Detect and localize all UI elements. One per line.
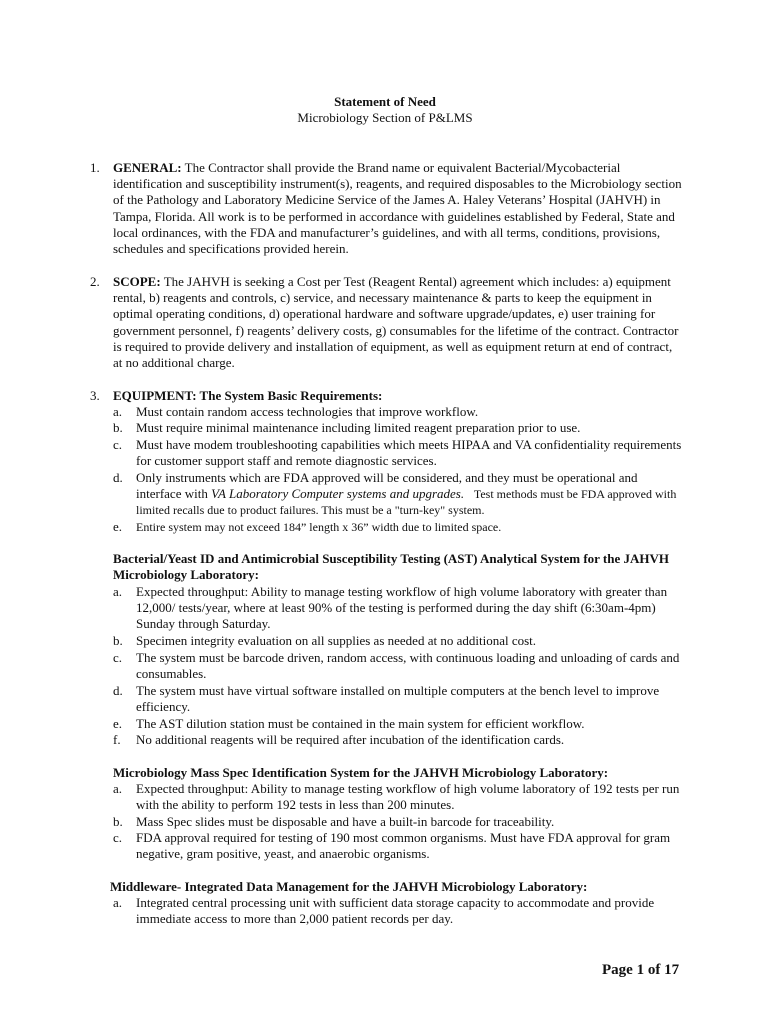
mw-item-letter: a. [113,895,123,910]
ms-item-letter: b. [113,814,123,829]
ms-item-letter: c. [113,830,123,845]
bact-item-letter: b. [113,633,123,648]
bact-item-e: The AST dilution station must be contained in the main system for efficient workflow. [136,716,585,731]
section-1-label: GENERAL: [113,160,182,175]
document-subtitle: Microbiology Section of P&LMS [297,110,473,125]
bact-item-b: Specimen integrity evaluation on all supplies as needed at no additional cost. [136,633,537,648]
section-2-label: SCOPE: [113,274,161,289]
s3-item-letter: d. [113,470,123,485]
ms-item-b: Mass Spec slides must be disposable and have a built-in barcode for traceability. [136,814,555,829]
bact-item-f: No additional reagents will be required after incubation of the identification cards. [136,732,565,747]
s3-item-d-text-2: Test methods must be FDA approved with limited recalls due to product failures. This must be a "turn-key" system. [136,487,677,518]
bact-item-c: The system must be barcode driven, random access, with continuous loading and unloading of cards and consumables. [136,650,680,682]
section-3-number: 3. [90,388,100,403]
page-number: Page 1 of 17 [602,962,680,978]
s3-item-letter: b. [113,420,123,435]
section-2-text: The JAHVH is seeking a Cost per Test (Reagent Rental) agreement which includes: a) equipment rental, b) reagents and controls, c) service, and necessary maintenance & parts to keep the equipment in optimal operating conditions, d) operational hardware and software upgrade/updates, e) user training for government personnel, f) reagents’ delivery costs, g) consumables for the lifetime of the contract. Contractor is required to provide delivery and installation of equipment, as well as equipment return at end of contract, at no additional charge. [113,274,679,371]
bact-item-letter: d. [113,683,123,698]
section-1-text: The Contractor shall provide the Brand name or equivalent Bacterial/Mycobacterial identification and susceptibility instrument(s), reagents, and required disposables to the Microbiology section of the Pathology and Laboratory Medicine Service of the James A. Haley Veterans’ Hospital (JAHVH) in Tampa, Florida. All work is to be performed in accordance with guidelines established by Federal, State and local ordinances, with the FDA and manufacturer’s guidelines, and with all terms, conditions, provisions, schedules and specifications provided herein. [113,160,682,257]
s3-item-d [136,470,682,519]
s3-item-d-italic: VA Laboratory Computer systems and upgrades. [211,486,465,502]
bact-item-letter: e. [113,716,123,731]
section-1-number: 1. [90,160,100,175]
section-3-heading: EQUIPMENT: The System Basic Requirements: [113,388,383,403]
ms-item-c: FDA approval required for testing of 190 most common organisms. Must have FDA approval for gram negative, gram positive, yeast, and anaerobic organisms. [136,830,671,862]
s3-item-c: Must have modem troubleshooting capabilities which meets HIPAA and VA confidentiality requirements for customer support staff and remote diagnostic services. [136,437,682,469]
bact-item-d: The system must have virtual software installed on multiple computers at the bench level to improve efficiency. [136,683,660,715]
ms-item-a: Expected throughput: Ability to manage testing workflow of high volume laboratory of 192 tests per run with the ability to perform 192 tests in less than 200 minutes. [136,781,680,813]
s3-item-b: Must require minimal maintenance including limited reagent preparation prior to use. [136,420,581,435]
section-2-scope [113,274,683,371]
ms-item-letter: a. [113,781,123,796]
s3-item-letter: c. [113,437,123,452]
bact-item-letter: c. [113,650,123,665]
bact-item-letter: a. [113,584,123,599]
document-title: Statement of Need [334,94,436,109]
bacterial-heading: Bacterial/Yeast ID and Antimicrobial Susceptibility Testing (AST) Analytical System for the JAHVH Microbiology Laboratory: [113,551,670,583]
s3-item-letter: e. [113,519,123,534]
bact-item-letter: f. [113,732,121,747]
bact-item-a: Expected throughput: Ability to manage testing workflow of high volume laboratory with greater than 12,000/ tests/year, where at least 90% of the testing is performed during the day shift (6:30am-4pm) Sunday through Saturday. [136,584,668,632]
mass-spec-heading: Microbiology Mass Spec Identification System for the JAHVH Microbiology Laboratory: [113,765,609,780]
s3-item-a: Must contain random access technologies that improve workflow. [136,404,479,419]
middleware-heading: Middleware- Integrated Data Management for the JAHVH Microbiology Laboratory: [110,879,588,894]
s3-item-letter: a. [113,404,123,419]
section-1-general [113,160,683,257]
s3-item-e: Entire system may not exceed 184” length x 36” width due to limited space. [136,520,502,534]
mw-item-a: Integrated central processing unit with sufficient data storage capacity to accommodate and provide immediate access to more than 2,000 patient records per day. [136,895,655,927]
section-2-number: 2. [90,274,100,289]
s3-item-d-text-1: Only instruments which are FDA approved will be considered, and they must be operational and interface with [136,470,638,502]
